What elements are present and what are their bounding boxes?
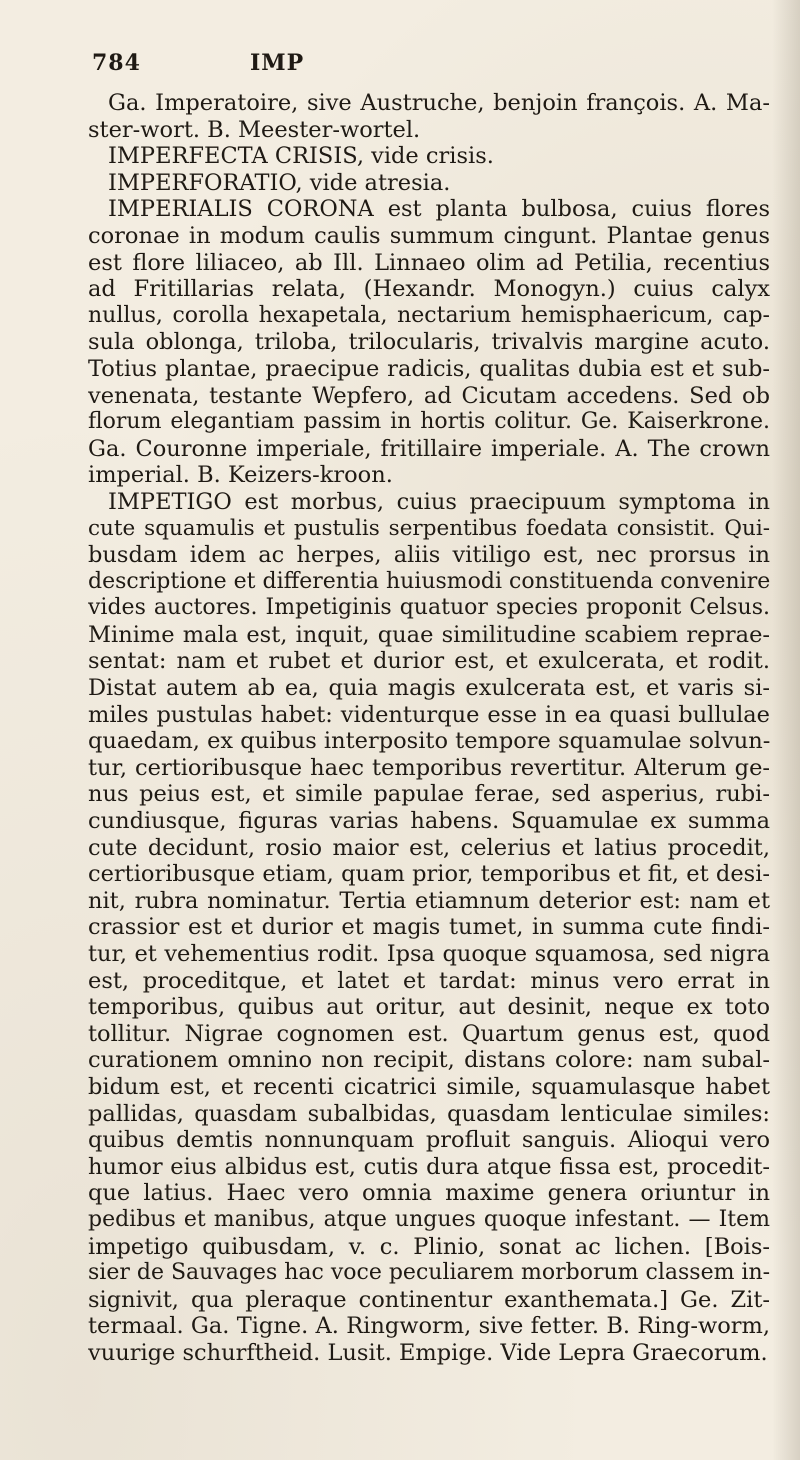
text-line: humor eius albidus est, cutis dura atque fissa est, procedit- [88, 1153, 770, 1180]
text-line: sier de Sauvages hac voce peculiarem morborum classem in- [88, 1260, 770, 1286]
text-line: bidum est, et recenti cicatrici simile, squamulasque habet [88, 1073, 770, 1100]
text-line: venenata, testante Wepfero, ad Cicutam accedens. Sed ob [88, 382, 770, 409]
page-edge-shadow [772, 0, 800, 1460]
text-line: quibus demtis nonnunquam profluit sanguis. Alioqui vero [88, 1127, 770, 1154]
text-line: tur, et vehementius rodit. Ipsa quoque squamosa, sed nigra [88, 941, 770, 967]
text-line: IMPERFORATIO, vide atresia. [108, 169, 451, 196]
text-line: certioribusque etiam, quam prior, temporibus et fit, et desi- [88, 861, 770, 888]
text-line: Ga. Couronne imperiale, fritillaire imperiale. A. The crown [88, 435, 770, 462]
text-line: ad Fritillarias relata, (Hexandr. Monogyn.) cuius calyx [88, 276, 770, 303]
text-line: ster-wort. B. Meester-wortel. [88, 116, 421, 143]
text-line: vuurige schurftheid. Lusit. Empige. Vide Lepra Graecorum. [88, 1339, 768, 1366]
text-line: nus peius est, et simile papulae ferae, sed asperius, rubi- [88, 781, 770, 808]
text-line: busdam idem ac herpes, aliis vitiligo est, nec prorsus in [88, 542, 770, 569]
text-line: crassior est et durior et magis tumet, in summa cute findi- [88, 914, 770, 941]
text-line: que latius. Haec vero omnia maxime genera oriuntur in [88, 1180, 770, 1207]
text-line: coronae in modum caulis summum cingunt. Plantae genus [88, 222, 770, 249]
text-line: tur, certioribusque haec temporibus revertitur. Alterum ge- [88, 754, 770, 781]
dictionary-text [88, 90, 770, 1367]
text-line: impetigo quibusdam, v. c. Plinio, sonat ac lichen. [Bois- [88, 1233, 770, 1260]
text-line: pedibus et manibus, atque ungues quoque infestant. — Item [88, 1206, 770, 1232]
text-line: Minime mala est, inquit, quae similitudine scabiem reprae- [88, 621, 770, 648]
text-line: IMPERIALIS CORONA est planta bulbosa, cuius flores [108, 196, 770, 223]
text-line: temporibus, quibus aut oritur, aut desinit, neque ex toto [88, 994, 770, 1021]
text-line: pallidas, quasdam subalbidas, quasdam lenticulae similes: [88, 1100, 770, 1127]
running-head: IMP [250, 50, 305, 76]
text-line: est flore liliaceo, ab Ill. Linnaeo olim ad Petilia, recentius [88, 249, 770, 276]
text-line: cundiusque, figuras varias habens. Squamulae ex summa [88, 808, 770, 835]
text-line: Ga. Imperatoire, sive Austruche, benjoin françois. A. Ma- [108, 90, 770, 116]
text-line: vides auctores. Impetiginis quatuor species proponit Celsus. [88, 595, 770, 621]
text-line: sula oblonga, triloba, trilocularis, trivalvis margine acuto. [88, 329, 770, 356]
page-number: 784 [92, 50, 141, 76]
text-line: sentat: nam et rubet et durior est, et exulcerata, et rodit. [88, 648, 770, 675]
text-line: cute squamulis et pustulis serpentibus foedata consistit. Qui- [88, 515, 770, 541]
text-line: florum elegantiam passim in hortis colitur. Ge. Kaiserkrone. [88, 409, 770, 435]
text-line: descriptione et differentia huiusmodi constituenda convenire [88, 568, 770, 594]
text-line: quaedam, ex quibus interposito tempore squamulae solvun- [88, 728, 770, 755]
text-line: signivit, qua pleraque continentur exanthemata.] Ge. Zit- [88, 1286, 770, 1313]
text-line: Distat autem ab ea, quia magis exulcerata est, et varis si- [88, 675, 770, 702]
text-line: IMPETIGO est morbus, cuius praecipuum symptoma in [108, 488, 770, 515]
text-line: curationem omnino non recipit, distans colore: nam subal- [88, 1047, 770, 1074]
text-line: est, proceditque, et latet et tardat: minus vero errat in [88, 967, 770, 994]
text-line: imperial. B. Keizers-kroon. [88, 462, 393, 489]
text-line: termaal. Ga. Tigne. A. Ringworm, sive fetter. B. Ring-worm, [88, 1313, 770, 1340]
text-line: nit, rubra nominatur. Tertia etiamnum deterior est: nam et [88, 887, 770, 914]
text-line: IMPERFECTA CRISIS, vide crisis. [108, 143, 494, 170]
text-line: Totius plantae, praecipue radicis, qualitas dubia est et sub- [88, 355, 770, 382]
text-line: cute decidunt, rosio maior est, celerius et latius procedit, [88, 834, 770, 861]
text-line: miles pustulas habet: videnturque esse in ea quasi bullulae [88, 701, 770, 728]
text-line: nullus, corolla hexapetala, nectarium hemisphaericum, cap- [88, 302, 770, 328]
text-line: tollitur. Nigrae cognomen est. Quartum genus est, quod [88, 1020, 770, 1047]
page-header [92, 50, 772, 80]
